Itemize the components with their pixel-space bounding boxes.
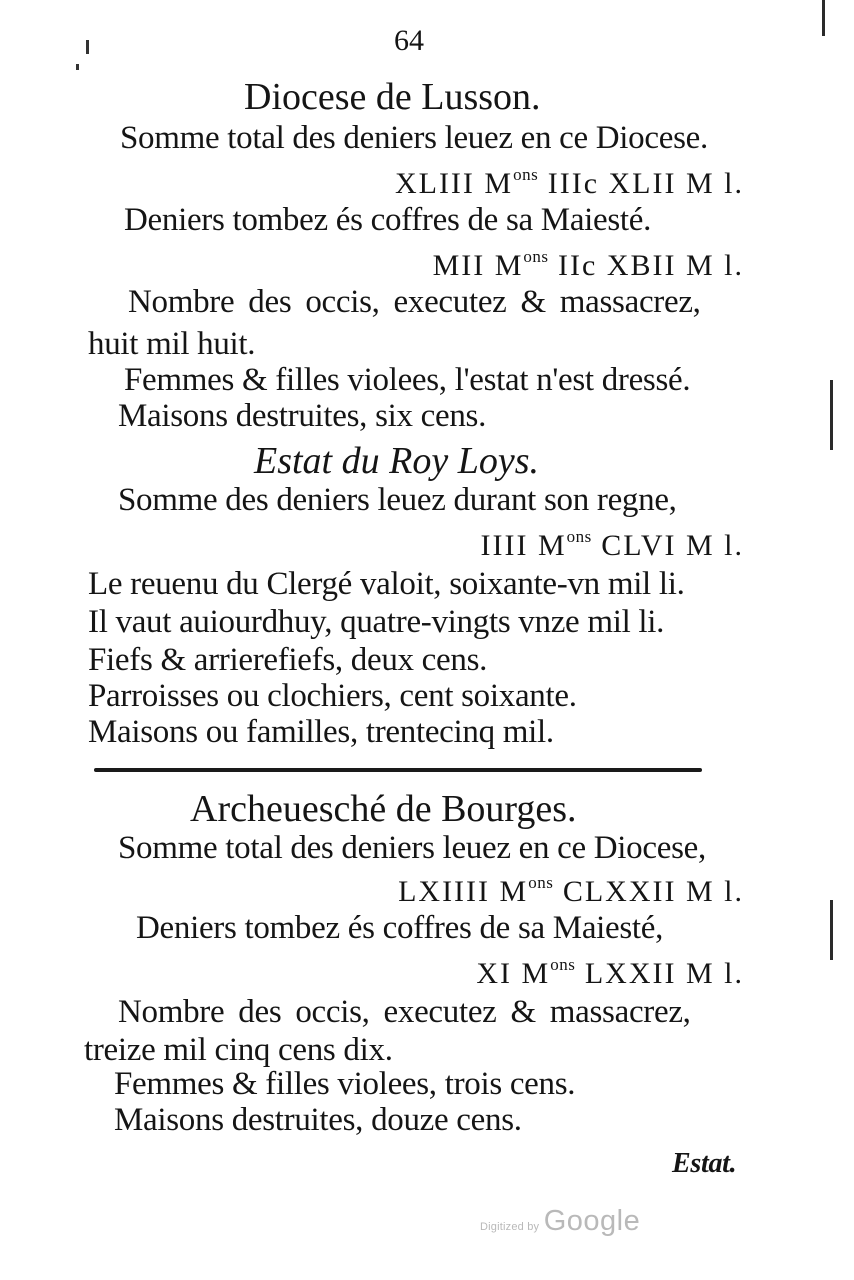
page-edge-mark bbox=[830, 900, 833, 960]
text-line: Somme total des deniers leuez en ce Diocese, bbox=[118, 830, 706, 866]
section-title-roy-loys: Estat du Roy Loys. bbox=[254, 440, 539, 482]
digitized-watermark bbox=[480, 1205, 640, 1238]
watermark-prefix: Digitized by bbox=[480, 1221, 540, 1233]
text-line: Maisons ou familles, trentecinq mil. bbox=[88, 714, 554, 750]
section-title-bourges: Archeuesché de Bourges. bbox=[190, 788, 577, 830]
text-line: Femmes & filles violees, trois cens. bbox=[114, 1066, 576, 1102]
google-logo: Google bbox=[543, 1205, 641, 1237]
page-edge-mark bbox=[830, 380, 833, 450]
text-line: Maisons destruites, douze cens. bbox=[114, 1102, 522, 1138]
text-line: Deniers tombez és coffres de sa Maiesté. bbox=[124, 202, 652, 238]
text-line: Nombre des occis, executez & massacrez, bbox=[128, 284, 701, 320]
amount-line: XLIII $M^{ons}$ IIIc XLII M l. bbox=[394, 165, 744, 200]
amount-line: LXIIII $M^{ons}$ CLXXII M l. bbox=[398, 873, 744, 908]
text-line: treize mil cinq cens dix. bbox=[84, 1032, 393, 1068]
text-line: Deniers tombez és coffres de sa Maiesté, bbox=[136, 910, 664, 946]
text-line: Femmes & filles violees, l'estat n'est dressé. bbox=[124, 362, 691, 398]
page-edge-mark bbox=[822, 0, 825, 36]
text-line: Il vaut auiourdhuy, quatre-vingts vnze mil li. bbox=[88, 604, 665, 640]
page-number: 64 bbox=[394, 24, 424, 57]
text-line: Maisons destruites, six cens. bbox=[118, 398, 487, 434]
text-line: Somme des deniers leuez durant son regne, bbox=[118, 482, 677, 518]
amount-line: MII $M^{ons}$ IIc XBII M l. bbox=[432, 247, 744, 282]
margin-mark bbox=[86, 40, 89, 54]
section-title-lusson: Diocese de Lusson. bbox=[244, 76, 541, 118]
text-line: Parroisses ou clochiers, cent soixante. bbox=[88, 678, 577, 714]
margin-mark bbox=[76, 64, 79, 70]
catchword: Estat. bbox=[672, 1148, 737, 1179]
text-line: huit mil huit. bbox=[88, 326, 256, 362]
text-line: Fiefs & arrierefiefs, deux cens. bbox=[88, 642, 488, 678]
text-line: Somme total des deniers leuez en ce Diocese. bbox=[120, 120, 708, 156]
amount-line: XI $M^{ons}$ LXXII M l. bbox=[476, 955, 744, 990]
amount-line: IIII $M^{ons}$ CLVI M l. bbox=[480, 527, 744, 562]
section-divider bbox=[94, 768, 702, 772]
text-line: Nombre des occis, executez & massacrez, bbox=[118, 994, 691, 1030]
text-line: Le reuenu du Clergé valoit, soixante-vn mil li. bbox=[88, 566, 685, 602]
